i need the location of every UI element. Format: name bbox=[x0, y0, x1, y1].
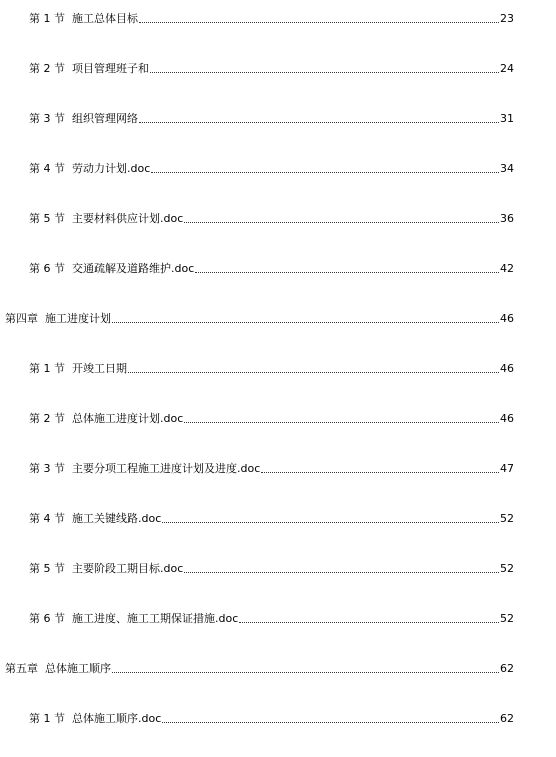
toc-leader-dots bbox=[239, 622, 499, 623]
toc-leader-dots bbox=[162, 522, 499, 523]
toc-entry-label: 第 1 节 开竣工日期 bbox=[29, 362, 127, 375]
toc-entry-page: 42 bbox=[500, 262, 514, 275]
toc-entry-page: 47 bbox=[500, 462, 514, 475]
toc-entry-label: 第 1 节 施工总体目标 bbox=[29, 12, 138, 25]
toc-entry[interactable] bbox=[29, 410, 514, 426]
toc-entry-page: 62 bbox=[500, 662, 514, 675]
toc-entry-label: 第五章 总体施工顺序 bbox=[5, 662, 111, 675]
toc-entry[interactable] bbox=[29, 460, 514, 476]
toc-leader-dots bbox=[139, 122, 499, 123]
toc-entry-page: 34 bbox=[500, 162, 514, 175]
toc-chapter-entry[interactable] bbox=[5, 310, 514, 326]
toc-entry-page: 23 bbox=[500, 12, 514, 25]
toc-entry[interactable] bbox=[29, 260, 514, 276]
toc-entry-label: 第 6 节 施工进度、施工工期保证措施.doc bbox=[29, 612, 239, 625]
toc-chapter-entry[interactable] bbox=[5, 660, 514, 676]
toc-leader-dots bbox=[184, 422, 499, 423]
toc-entry[interactable] bbox=[29, 210, 514, 226]
toc-entry-page: 52 bbox=[500, 562, 514, 575]
toc-entry[interactable] bbox=[29, 710, 514, 726]
toc-entry-page: 46 bbox=[500, 362, 514, 375]
toc-leader-dots bbox=[128, 372, 499, 373]
toc-leader-dots bbox=[150, 72, 499, 73]
toc-leader-dots bbox=[184, 572, 499, 573]
toc-entry-label: 第 4 节 劳动力计划.doc bbox=[29, 162, 151, 175]
toc-leader-dots bbox=[184, 222, 499, 223]
toc-leader-dots bbox=[151, 172, 499, 173]
toc-entry[interactable] bbox=[29, 110, 514, 126]
toc-entry-label: 第 5 节 主要材料供应计划.doc bbox=[29, 212, 184, 225]
toc-entry-label: 第 2 节 总体施工进度计划.doc bbox=[29, 412, 184, 425]
toc-entry[interactable] bbox=[29, 510, 514, 526]
toc-entry-label: 第 4 节 施工关键线路.doc bbox=[29, 512, 162, 525]
toc-entry-page: 24 bbox=[500, 62, 514, 75]
toc-entry[interactable] bbox=[29, 360, 514, 376]
toc-entry-page: 62 bbox=[500, 712, 514, 725]
toc-entry-page: 36 bbox=[500, 212, 514, 225]
toc-entry-label: 第 2 节 项目管理班子和 bbox=[29, 62, 149, 75]
toc-leader-dots bbox=[195, 272, 499, 273]
toc-entry-label: 第四章 施工进度计划 bbox=[5, 312, 111, 325]
toc-entry-page: 46 bbox=[500, 312, 514, 325]
toc-entry[interactable] bbox=[29, 160, 514, 176]
toc-entry-label: 第 3 节 组织管理网络 bbox=[29, 112, 138, 125]
toc-leader-dots bbox=[139, 22, 499, 23]
toc-entry[interactable] bbox=[29, 10, 514, 26]
toc-entry-page: 46 bbox=[500, 412, 514, 425]
toc-leader-dots bbox=[162, 722, 499, 723]
toc-leader-dots bbox=[261, 472, 499, 473]
toc-entry[interactable] bbox=[29, 60, 514, 76]
toc-entry-page: 52 bbox=[500, 512, 514, 525]
toc-entry-label: 第 5 节 主要阶段工期目标.doc bbox=[29, 562, 184, 575]
toc-entry-label: 第 3 节 主要分项工程施工进度计划及进度.doc bbox=[29, 462, 261, 475]
toc-entry-page: 52 bbox=[500, 612, 514, 625]
toc-entry[interactable] bbox=[29, 610, 514, 626]
toc-entry-page: 31 bbox=[500, 112, 514, 125]
toc-entry-label: 第 1 节 总体施工顺序.doc bbox=[29, 712, 162, 725]
toc-leader-dots bbox=[112, 672, 499, 673]
toc-entry-label: 第 6 节 交通疏解及道路维护.doc bbox=[29, 262, 195, 275]
toc-leader-dots bbox=[112, 322, 499, 323]
toc-entry[interactable] bbox=[29, 560, 514, 576]
